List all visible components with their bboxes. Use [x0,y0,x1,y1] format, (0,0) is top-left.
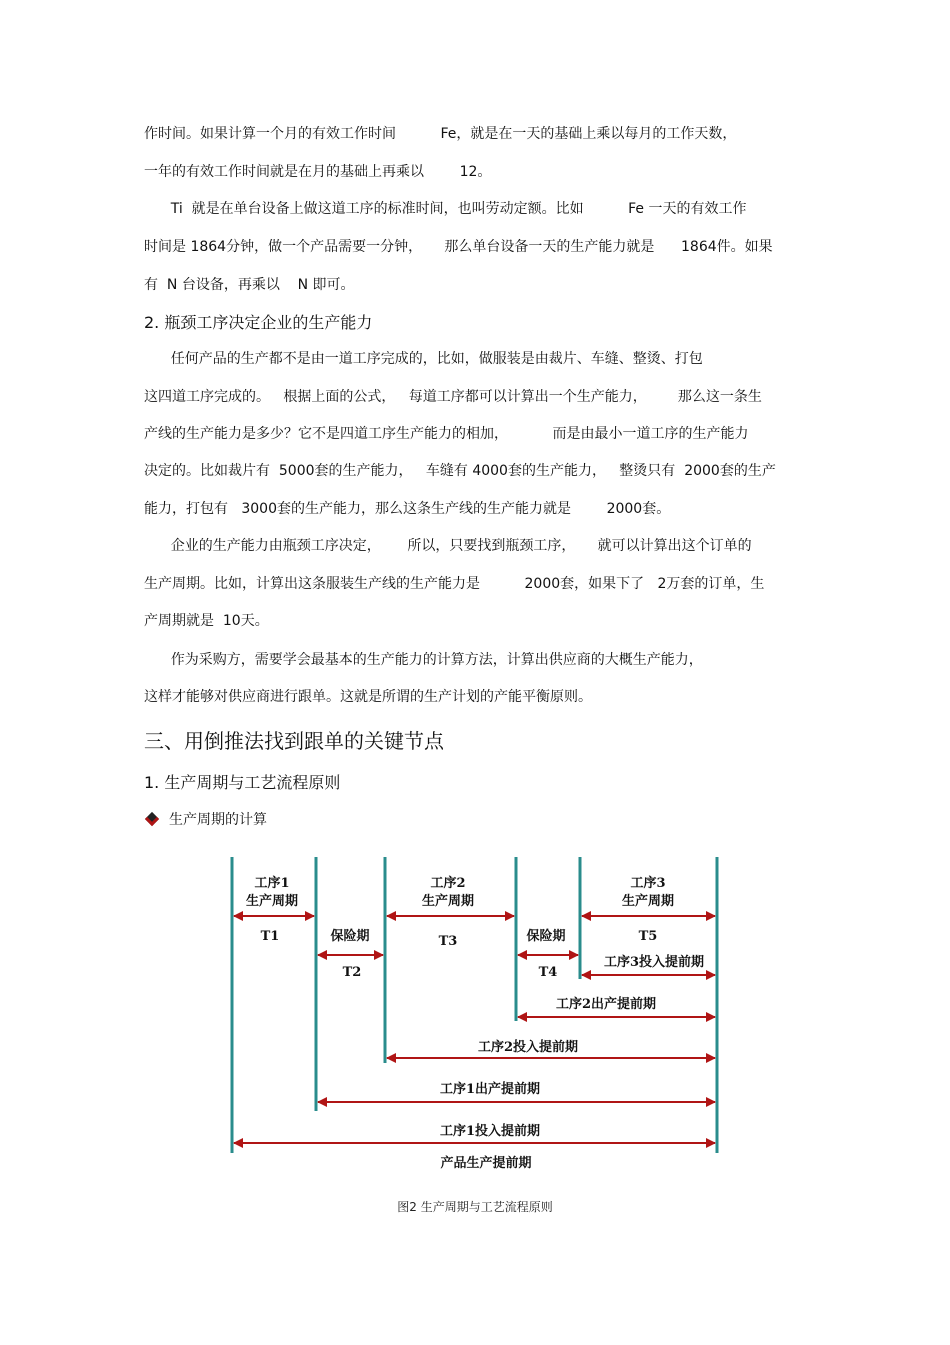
paragraph-line: 时间是 1864分钟，做一个产品需要一分钟， 那么单台设备一天的生产能力就是 1864件。如果 [144,239,773,255]
proc1-label: 工序1 [254,876,290,891]
p2-input-label: 工序2投入提前期 [477,1040,579,1055]
paragraph-line: 这四道工序完成的。 根据上面的公式， 每道工序都可以计算出一个生产能力， 那么这一条生 [144,389,762,405]
paragraph-line: 作为采购方，需要学会最基本的生产能力的计算方法，计算出供应商的大概生产能力， [144,652,703,668]
buffer-label: 保险期 [526,929,566,944]
proc3-label: 工序3 [630,876,666,891]
proc2-label: 工序2 [430,876,466,891]
proc3-label: 生产周期 [621,894,675,909]
p1-output-label: 工序1出产提前期 [439,1082,541,1097]
diamond-bullet-icon [145,812,159,826]
paragraph-line: 企业的生产能力由瓶颈工序决定， 所以，只要找到瓶颈工序， 就可以计算出这个订单的 [144,538,752,554]
paragraph-line: 任何产品的生产都不是由一道工序完成的，比如，做服装是由裁片、车缝、整烫、打包 [144,351,703,367]
production-cycle-diagram [0,845,950,1185]
t4-label: T4 [538,965,558,980]
subsection-heading: 1. 生产周期与工艺流程原则 [144,773,341,792]
t2-label: T2 [342,965,362,980]
paragraph-line: 能力，打包有 3000套的生产能力，那么这条生产线的生产能力就是 2000套。 [144,501,671,517]
chapter-heading: 三、用倒推法找到跟单的关键节点 [144,729,444,753]
paragraph-line: 有 N 台设备，再乘以 N 即可。 [144,277,355,293]
paragraph-line: 生产周期。比如，计算出这条服装生产线的生产能力是 2000套，如果下了 2万套的订单，生 [144,576,765,592]
bullet-label: 生产周期的计算 [169,812,267,828]
p1-input-label: 工序1投入提前期 [439,1124,541,1139]
proc2-label: 生产周期 [421,894,475,909]
t1-label: T1 [260,929,280,944]
p3-input-label: 工序3投入提前期 [603,955,705,970]
bullet-item [144,810,267,830]
buffer-label: 保险期 [330,929,370,944]
paragraph-line: 决定的。比如裁片有 5000套的生产能力， 车缝有 4000套的生产能力， 整烫只有 2000套的生产 [144,463,776,479]
paragraph-line: 一年的有效工作时间就是在月的基础上再乘以 12。 [144,164,492,180]
t3-label: T3 [438,934,458,949]
t5-label: T5 [638,929,658,944]
section-heading: 2. 瓶颈工序决定企业的生产能力 [144,313,373,332]
paragraph-line: 产周期就是 10天。 [144,613,269,629]
p2-output-label: 工序2出产提前期 [555,997,657,1012]
paragraph-line: Ti 就是在单台设备上做这道工序的标准时间，也叫劳动定额。比如 Fe 一天的有效工作 [144,201,747,217]
figure-caption: 图2 生产周期与工艺流程原则 [397,1200,553,1214]
proc1-label: 生产周期 [245,894,299,909]
paragraph-line: 作时间。如果计算一个月的有效工作时间 Fe，就是在一天的基础上乘以每月的工作天数， [144,126,737,142]
product-label: 产品生产提前期 [440,1156,532,1171]
paragraph-line: 这样才能够对供应商进行跟单。这就是所谓的生产计划的产能平衡原则。 [144,689,592,705]
paragraph-line: 产线的生产能力是多少？它不是四道工序生产能力的相加， 而是由最小一道工序的生产能力 [144,426,749,442]
